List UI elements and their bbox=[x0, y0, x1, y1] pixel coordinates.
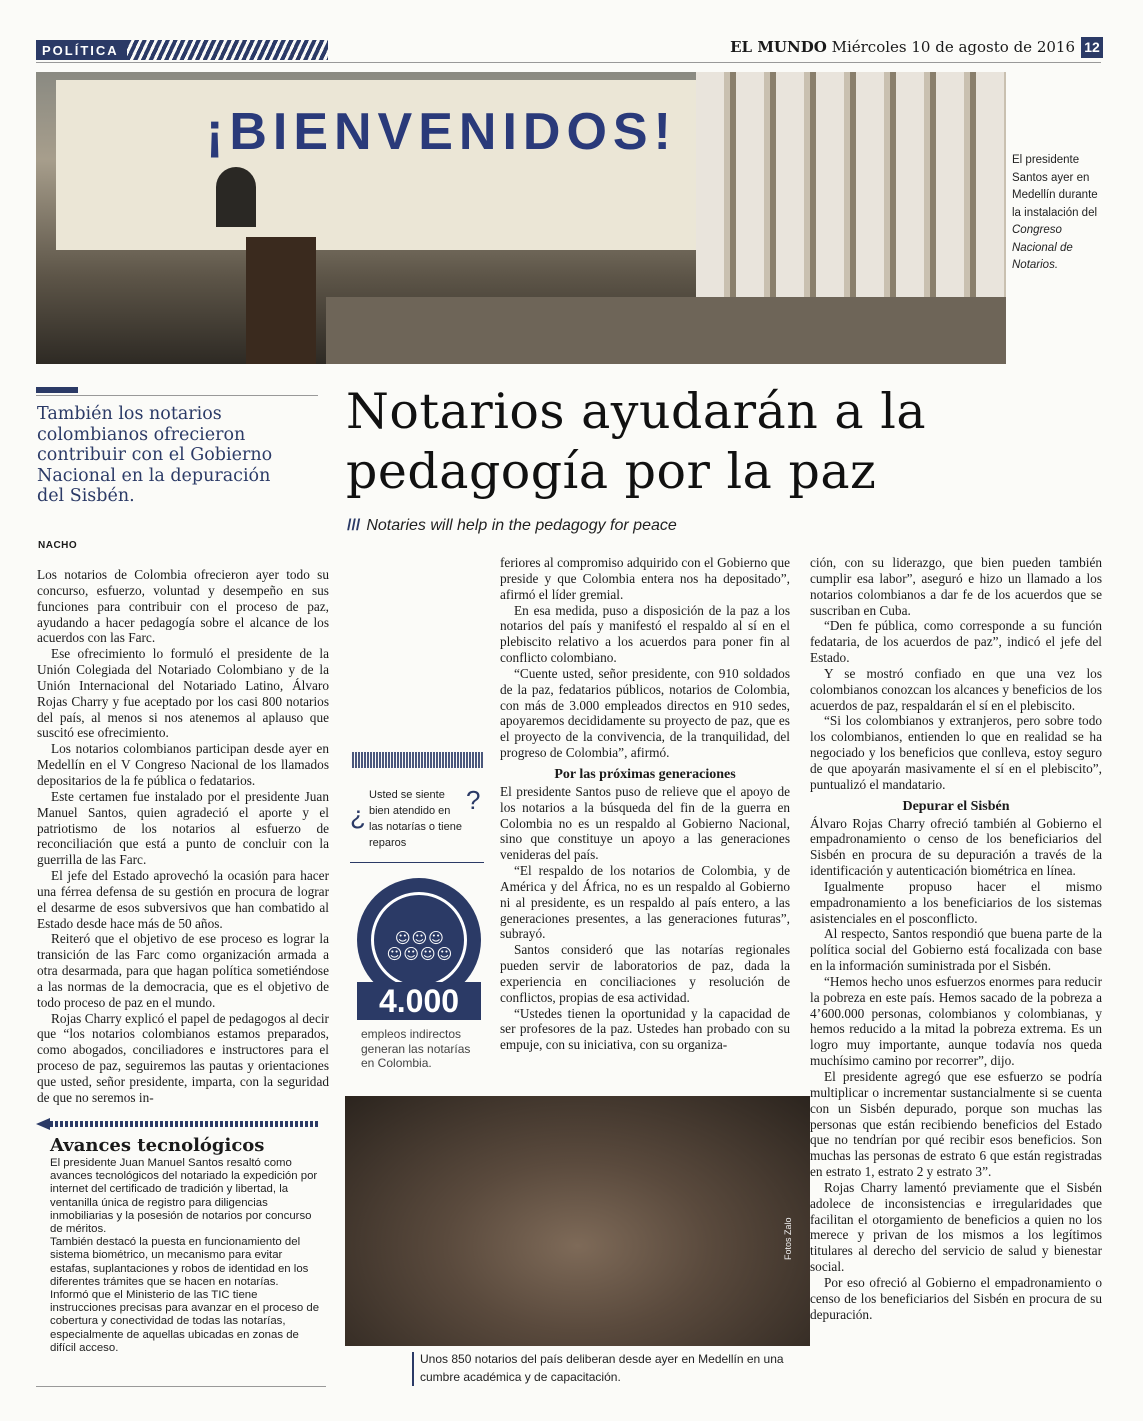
audience-photo bbox=[345, 1096, 810, 1346]
question-close-mark: ? bbox=[466, 785, 481, 815]
caption-bar bbox=[412, 1352, 414, 1386]
photo-credit: Fotos Zalo bbox=[783, 1217, 793, 1260]
tech-box-text bbox=[50, 1157, 320, 1355]
paragraph: El presidente agregó que ese esfuerzo se podría multiplicar o incrementar sustancialmente si se cuenta con un Sisbén depurado, porque son muchas las personas que están recibiendo beneficios del Estado que no tendrían por qué recibir esos beneficios. Son muchas las personas de estrato 6 que están registradas en estrato 1, estrato 2 y estrato 3”. bbox=[810, 1069, 1102, 1180]
paragraph: Los notarios colombianos participan desde ayer en Medellín en el V Congreso Nacional de los llamados depositarios de la fe pública o fedatarios. bbox=[37, 741, 329, 788]
paragraph: Rojas Charry explicó el papel de pedagogos al decir que “los notarios colombianos estamos preparados, como abogados, conciliadores e instructores para el proceso de paz, seguiremos las pautas y orientaciones que usted, señor presidente, imparta, con la seguridad de que no seremos in- bbox=[37, 1010, 329, 1105]
tech-box-title: Avances tecnológicos bbox=[50, 1135, 265, 1156]
paragraph: ción, con su liderazgo, que bien pueden también cumplir esa labor”, aseguró e hizo un llamado a los notarios colombianos a dar fe de los acuerdos que se suscriban en Cuba. bbox=[810, 555, 1102, 618]
section-stripes bbox=[127, 40, 328, 60]
pencil-icon bbox=[36, 1118, 50, 1130]
paragraph: Ese ofrecimiento lo formuló el presidente de la Unión Colegiada del Notariado Colombiano y de la Unión Internacional del Notariado Latino, Álvaro Rojas Charry y fue aceptado por los casi 800 notarios del país, al menos si nos atenemos al aplauso que suscitó ese ofrecimiento. bbox=[37, 646, 329, 741]
paragraph: feriores al compromiso adquirido con el Gobierno que preside y que Colombia entera nos ha depositado”, afirmó el líder gremial. bbox=[500, 555, 790, 602]
paragraph: Rojas Charry lamentó previamente que el Sisbén adolece de inconsistencias e irregularidades que facilitan el otorgamiento de beneficios a quien no los merece y privan de los mismos a los legítimos titulares al derecho del servicio de salud y bienestar social. bbox=[810, 1179, 1102, 1275]
paragraph: El presidente Santos puso de relieve que el apoyo de los notarios a la búsqueda del fin de la guerra en Colombia no es un respaldo al Gobierno Nacional, sino que constituye un apoyo a las generaciones venideras del país. bbox=[500, 783, 790, 863]
people-icon: ☺☺☺ ☺☺☺☺ bbox=[386, 929, 454, 963]
paragraph: Álvaro Rojas Charry ofreció también al Gobierno el empadronamiento o censo de los beneficiarios del Sisbén en procura de su depuración a través de la identificación y autenticación biométrica en línea. bbox=[810, 815, 1102, 879]
question-text: Usted se siente bien atendido en las notarías o tiene reparos bbox=[369, 789, 462, 849]
column-2 bbox=[500, 555, 790, 1053]
top-photo-caption: El presidente Santos ayer en Medellín durante la instalación del Congreso Nacional de Notarios. bbox=[1012, 154, 1098, 271]
paragraph: “Cuente usted, señor presidente, con 910 soldados de la paz, fedatarios públicos, notarios de Colombia, con más de 3.000 empleados directos en 910 sedes, apoyaremos decididamente su proyecto de paz, que es el proyecto de la convivencia, de la tranquilidad, del progreso de Colombia”, afirmó. bbox=[500, 665, 790, 761]
issue-date: Miércoles 10 de agosto de 2016 bbox=[831, 38, 1075, 56]
speaker-figure bbox=[216, 167, 256, 227]
header-rule bbox=[36, 62, 1101, 63]
subheading: Depurar el Sisbén bbox=[902, 798, 1010, 814]
paragraph: “Si los colombianos y extranjeros, pero sobre todo los colombianos, entienden lo que en realidad se ha negociado y los beneficios que conlleva, estoy seguro de que apoyarán masivamente el sí en el plebiscito”, puntualizó el mandatario. bbox=[810, 713, 1102, 792]
subhead: /// Notaries will help in the pedagogy for peace bbox=[347, 517, 677, 534]
column-1 bbox=[37, 567, 329, 1106]
stat-value: 4.000 bbox=[357, 982, 481, 1020]
paper-name: EL MUNDO bbox=[730, 38, 827, 56]
paragraph: En esa medida, puso a disposición de la paz a los notarios del país y manifestó el respaldo al sí en el plebiscito relativo a los acuerdos para poner fin al conflicto colombiano. bbox=[500, 602, 790, 666]
headline: Notarios ayudarán a la pedagogía por la paz bbox=[346, 383, 927, 500]
paragraph: “Ustedes tienen la oportunidad y la capacidad de ser profesores de la paz. Ustedes han probado con su empuje, con su iniciativa, con su organiza- bbox=[500, 1005, 790, 1053]
byline: NACHO bbox=[38, 540, 78, 551]
bottom-photo-caption: Unos 850 notarios del país deliberan desde ayer en Medellín en una cumbre académica y de capacitación. bbox=[420, 1352, 784, 1384]
paragraph: Los notarios de Colombia ofrecieron ayer todo su concurso, esfuerzo, voluntad y desempeño en sus funciones para contribuir con el proceso de paz, ayudando a hacer pedagogía sobre el alcance de los acuerdos con las Farc. bbox=[37, 567, 329, 646]
paragraph: Y se mostró confiado en que una vez los colombianos conozcan los alcances y beneficios de los acuerdos de paz, respaldarán el sí en el plebiscito. bbox=[810, 665, 1102, 713]
tech-box-rule bbox=[36, 1386, 326, 1387]
paragraph: Santos consideró que las notarías regionales pueden servir de laboratorios de paz, dada la experiencia en conciliaciones y resolución de conflictos, propias de esa actividad. bbox=[500, 942, 790, 1005]
masthead bbox=[730, 38, 1075, 56]
paragraph: Igualmente propuso hacer el mismo empadronamiento a los beneficiarios de los sistemas asistenciales en el posconflicto. bbox=[810, 878, 1102, 926]
podium bbox=[246, 237, 316, 364]
paragraph: El jefe del Estado aprovechó la ocasión para hacer una férrea defensa de su gestión en procura de lograr el desarme de esos subversivos que han combatido al Estado desde hace más de 50 años. bbox=[37, 868, 329, 931]
stat-text: empleos indirectos generan las notarías en Colombia. bbox=[361, 1027, 471, 1070]
section-tag bbox=[36, 40, 328, 60]
paragraph: “Den fe pública, como corresponde a su función fedataria, de los acuerdos de paz”, indicó el jefe del Estado. bbox=[810, 618, 1102, 666]
deck: También los notarios colombianos ofrecieron contribuir con el Gobierno Nacional en la depuración del Sisbén. bbox=[37, 404, 273, 506]
paragraph: Reiteró que el objetivo de ese proceso es lograr la transición de las Farc como organización armada a otra desarmada, para que hagan política sometiéndose a las normas de la democracia, que es el objetivo de todo proceso de paz en el mundo. bbox=[37, 931, 329, 1010]
section-label: POLÍTICA bbox=[36, 43, 127, 58]
subheading: Por las próximas generaciones bbox=[554, 766, 736, 782]
paragraph: El presidente Juan Manuel Santos resaltó como avances tecnológicos del notariado la expedición por internet del certificado de tradición y libertad, la ventanilla única de registro para diligencias inmobiliarias y la posesión de notarios por concurso de méritos. bbox=[50, 1157, 318, 1236]
head-table bbox=[326, 297, 1006, 364]
question-box-rule bbox=[350, 862, 484, 863]
paragraph: “El respaldo de los notarios de Colombia, y de América y del África, no es un respaldo al Gobierno ni al presidente, es un respaldo al país entero, a las generaciones presentes, a las generaciones futuras”, subrayó. bbox=[500, 863, 790, 942]
deck-bar bbox=[36, 387, 78, 393]
banner-text: ¡BIENVENIDOS! bbox=[206, 103, 677, 161]
paragraph: Por eso ofreció al Gobierno el empadronamiento o censo de los beneficiarios del Sisbén en procura de su depuración. bbox=[810, 1274, 1102, 1322]
paragraph: “Hemos hecho unos esfuerzos enormes para reducir la pobreza en este país. Hemos sacado de la pobreza a 4’600.000 personas, colombianos y colombianas, y hemos reducido a la mitad la pobreza extrema. Es un logro muy importante, aunque todavía nos queda muchísimo camino por recorrer”, dijo. bbox=[810, 973, 1102, 1069]
paragraph: Informó que el Ministerio de las TIC tiene instrucciones precisas para avanzar en el proceso de cobertura y conectividad de todas las notarías, especialmente de aquellas ubicadas en zonas de difícil acceso. bbox=[50, 1289, 320, 1354]
top-photo bbox=[36, 72, 1006, 364]
column-3 bbox=[810, 555, 1102, 1323]
page-number: 12 bbox=[1081, 37, 1103, 58]
question-open-mark: ¿ bbox=[350, 800, 366, 830]
paragraph: Al respecto, Santos respondió que buena parte de la política social del Gobierno está focalizada con base en la información suministrada por el Sisbén. bbox=[810, 926, 1102, 974]
deck-rule bbox=[36, 395, 318, 396]
pencil-bar bbox=[50, 1121, 320, 1127]
paragraph: Este certamen fue instalado por el presidente Juan Manuel Santos, quien agradeció el aporte y el patriotismo de los notarios al esfuerzo de reconciliación que está a punto de concluir con la guerrilla de las Farc. bbox=[37, 788, 329, 868]
question-box-bar bbox=[352, 752, 484, 768]
paragraph: También destacó la puesta en funcionamiento del sistema biométrico, un mecanismo para evitar estafas, suplantaciones y robos de identidad en los diferentes trámites que se hacen en notarías. bbox=[50, 1236, 309, 1288]
